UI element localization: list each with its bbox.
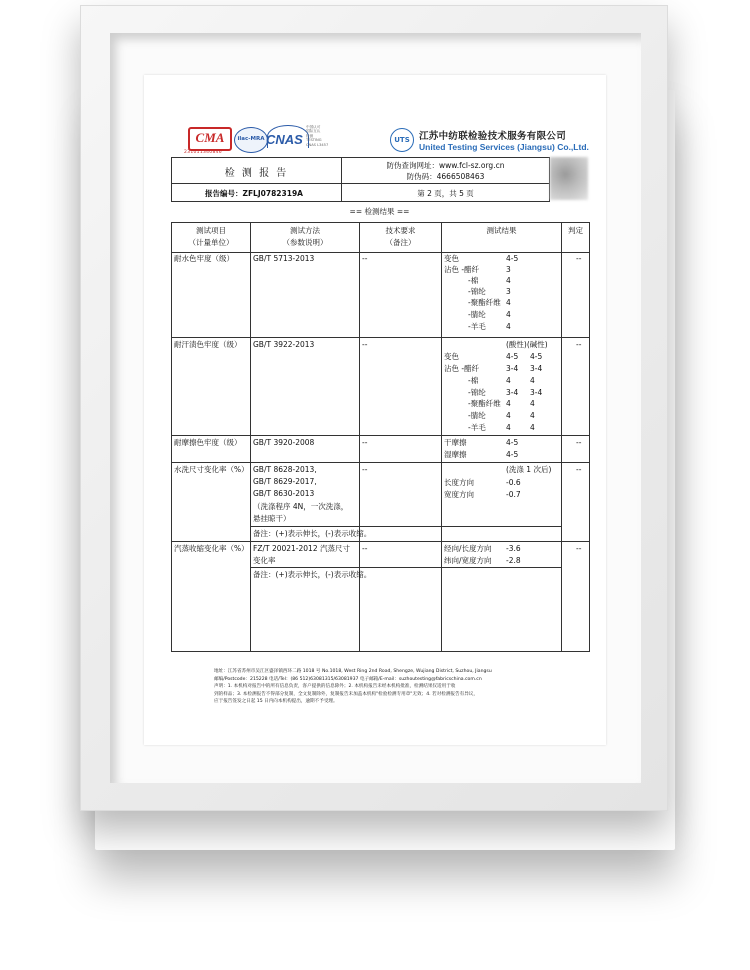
row3-judge: -- bbox=[576, 438, 582, 447]
row2-result-label: -锦纶 bbox=[468, 388, 486, 397]
page-info: 第 2 页，共 5 页 bbox=[417, 189, 474, 198]
ilac-mra-logo: ilac-MRA bbox=[234, 127, 268, 153]
row5-requirement: -- bbox=[362, 544, 368, 553]
row4-result-label: 长度方向 bbox=[444, 478, 474, 487]
row2-result-alkali: 4-5 bbox=[530, 352, 543, 361]
row3-item: 耐摩擦色牢度（级） bbox=[174, 438, 242, 447]
cnas-logo: CNAS bbox=[266, 132, 303, 147]
results-table bbox=[171, 222, 590, 652]
row5-result-label: 纬向/宽度方向 bbox=[444, 556, 492, 565]
row2-result-alkali: 4 bbox=[530, 399, 535, 408]
row3-result-label: 湿摩擦 bbox=[444, 450, 467, 459]
row2-result-acid: 3-4 bbox=[506, 364, 519, 373]
row5-note: 备注：(+)表示伸长，(-)表示收缩。 bbox=[253, 570, 372, 579]
row3-method: GB/T 3920-2008 bbox=[253, 438, 315, 447]
report-title: 检 测 报 告 bbox=[224, 168, 289, 179]
row2-result-acid: 4 bbox=[506, 411, 511, 420]
row2-result-alkali: 4 bbox=[530, 411, 535, 420]
row1-requirement: -- bbox=[362, 254, 368, 263]
row4-judge: -- bbox=[576, 465, 582, 474]
row5-item: 汽蒸收缩变化率（%） bbox=[174, 544, 249, 553]
row3-requirement: -- bbox=[362, 438, 368, 447]
anti-fake-code: 防伪码：4666508463 bbox=[406, 172, 485, 181]
row2-result-acid: 4 bbox=[506, 376, 511, 385]
row4-note: 备注：(+)表示伸长，(-)表示收缩。 bbox=[253, 529, 372, 538]
row1-result-label: -棉 bbox=[468, 276, 479, 285]
row2-judge: -- bbox=[576, 340, 582, 349]
row5-judge: -- bbox=[576, 544, 582, 553]
lab-name-cn: 江苏中纺联检验技术服务有限公司 bbox=[419, 131, 567, 142]
row2-requirement: -- bbox=[362, 340, 368, 349]
row2-result-label: 变色 bbox=[444, 352, 459, 361]
row2-result-label: -聚酯纤维 bbox=[468, 399, 501, 408]
row4-result-header: (洗涤 1 次后) bbox=[506, 465, 552, 474]
row5-result-label: 经向/长度方向 bbox=[444, 544, 492, 553]
report-number: 报告编号：ZFLJ0782319A bbox=[205, 189, 303, 198]
row3-result-value: 4-5 bbox=[506, 438, 519, 447]
row1-result-value: 4 bbox=[506, 276, 511, 285]
footer-statement: 到的样品；3. 本检测报告不得部分复制，全文复制除外，复制报告未加盖本机构"检验检测专用章"无效；4. 若对检测报告有异议， bbox=[214, 691, 478, 697]
header-item: 测试项目 （计量单位） bbox=[188, 226, 234, 247]
row1-result-value: 3 bbox=[506, 287, 511, 296]
row4-result-label: 宽度方向 bbox=[444, 490, 474, 499]
qr-code-blurred bbox=[550, 157, 588, 200]
row5-result-value: -2.8 bbox=[506, 556, 521, 565]
header-judge: 判定 bbox=[568, 226, 583, 235]
footer-contact: 邮编/Postcode：215228 电话/Tel：(86 512)63081315/63081937 电子邮箱/E-mail：suzhoutesting@fabricschina.com.cn bbox=[214, 676, 482, 682]
section-title: == 检测结果 == bbox=[349, 207, 410, 216]
row2-result-label: 沾色 -醋纤 bbox=[444, 364, 480, 373]
row5-result-value: -3.6 bbox=[506, 544, 521, 553]
row1-result-label: -羊毛 bbox=[468, 322, 486, 331]
row1-result-value: 4 bbox=[506, 322, 511, 331]
row2-result-acid: 4-5 bbox=[506, 352, 519, 361]
row4-result-value: -0.6 bbox=[506, 478, 521, 487]
row1-result-label: -锦纶 bbox=[468, 287, 486, 296]
row4-item: 水洗尺寸变化率（%） bbox=[174, 465, 249, 474]
row2-result-label: -棉 bbox=[468, 376, 479, 385]
row2-result-acid: 3-4 bbox=[506, 388, 519, 397]
row2-result-acid: 4 bbox=[506, 399, 511, 408]
row2-result-header: (酸性)(碱性) bbox=[506, 340, 548, 349]
cma-code: 231011340846 bbox=[184, 150, 222, 155]
row2-result-label: -羊毛 bbox=[468, 423, 486, 432]
row2-result-alkali: 3-4 bbox=[530, 388, 543, 397]
row1-result-value: 4 bbox=[506, 310, 511, 319]
footer-address: 地址：江苏省苏州市吴江区盛泽镇西环二路 1018 号 No.1018, West Ring 2nd Road, Shengze, Wujiang District, Suzhou, Jiangsu bbox=[214, 669, 492, 674]
row2-item: 耐汗渍色牢度（级） bbox=[174, 340, 242, 349]
row1-result-label: 沾色 -醋纤 bbox=[444, 265, 480, 274]
row2-result-alkali: 4 bbox=[530, 423, 535, 432]
row1-item: 耐水色牢度（级） bbox=[174, 254, 234, 263]
cma-logo: CMA bbox=[188, 127, 232, 151]
row2-result-alkali: 4 bbox=[530, 376, 535, 385]
report-info-table bbox=[171, 157, 550, 202]
footer-statement: 应于报告签发之日起 15 日内向本机构提出，逾期不予受理。 bbox=[214, 699, 338, 705]
row4-method: GB/T 8628-2013, GB/T 8629-2017, GB/T 8630-2013 （洗涤程序 4N，一次洗涤， 悬挂晾干） bbox=[253, 465, 349, 523]
header-requirement: 技术要求 （备注） bbox=[385, 226, 416, 247]
row1-result-value: 4-5 bbox=[506, 254, 519, 263]
row2-result-acid: 4 bbox=[506, 423, 511, 432]
row5-method: FZ/T 20021-2012 汽蒸尺寸 变化率 bbox=[253, 544, 350, 565]
header-result: 测试结果 bbox=[486, 226, 517, 235]
row2-method: GB/T 3922-2013 bbox=[253, 340, 315, 349]
row2-result-alkali: 3-4 bbox=[530, 364, 543, 373]
row1-result-value: 3 bbox=[506, 265, 511, 274]
row3-result-label: 干摩擦 bbox=[444, 438, 467, 447]
row1-result-label: -聚酯纤维 bbox=[468, 298, 501, 307]
row1-result-label: -腈纶 bbox=[468, 310, 486, 319]
row1-result-label: 变色 bbox=[444, 254, 459, 263]
query-site: 防伪查询网址：www.fcl-sz.org.cn bbox=[386, 161, 505, 170]
row4-requirement: -- bbox=[362, 465, 368, 474]
report-footer bbox=[214, 668, 554, 706]
row2-result-label: -腈纶 bbox=[468, 411, 486, 420]
row1-method: GB/T 5713-2013 bbox=[253, 254, 315, 263]
row3-result-value: 4-5 bbox=[506, 450, 519, 459]
header-method: 测试方法 （参数说明） bbox=[282, 226, 328, 247]
row1-judge: -- bbox=[576, 254, 582, 263]
row4-result-value: -0.7 bbox=[506, 490, 521, 499]
row1-result-value: 4 bbox=[506, 298, 511, 307]
uts-logo: UTS bbox=[390, 128, 414, 152]
cnas-caption: 中国认可 国际互认 检测 TESTING CNAS L3457 bbox=[306, 125, 329, 147]
footer-statement: 声明：1. 本机构对报告中的所有信息负责，客户提供的信息除外；2. 本机构报告未经本机构批准，检测结果仅适用于收 bbox=[214, 684, 456, 690]
lab-name-en: United Testing Services (Jiangsu) Co.,Ltd. bbox=[419, 142, 589, 152]
